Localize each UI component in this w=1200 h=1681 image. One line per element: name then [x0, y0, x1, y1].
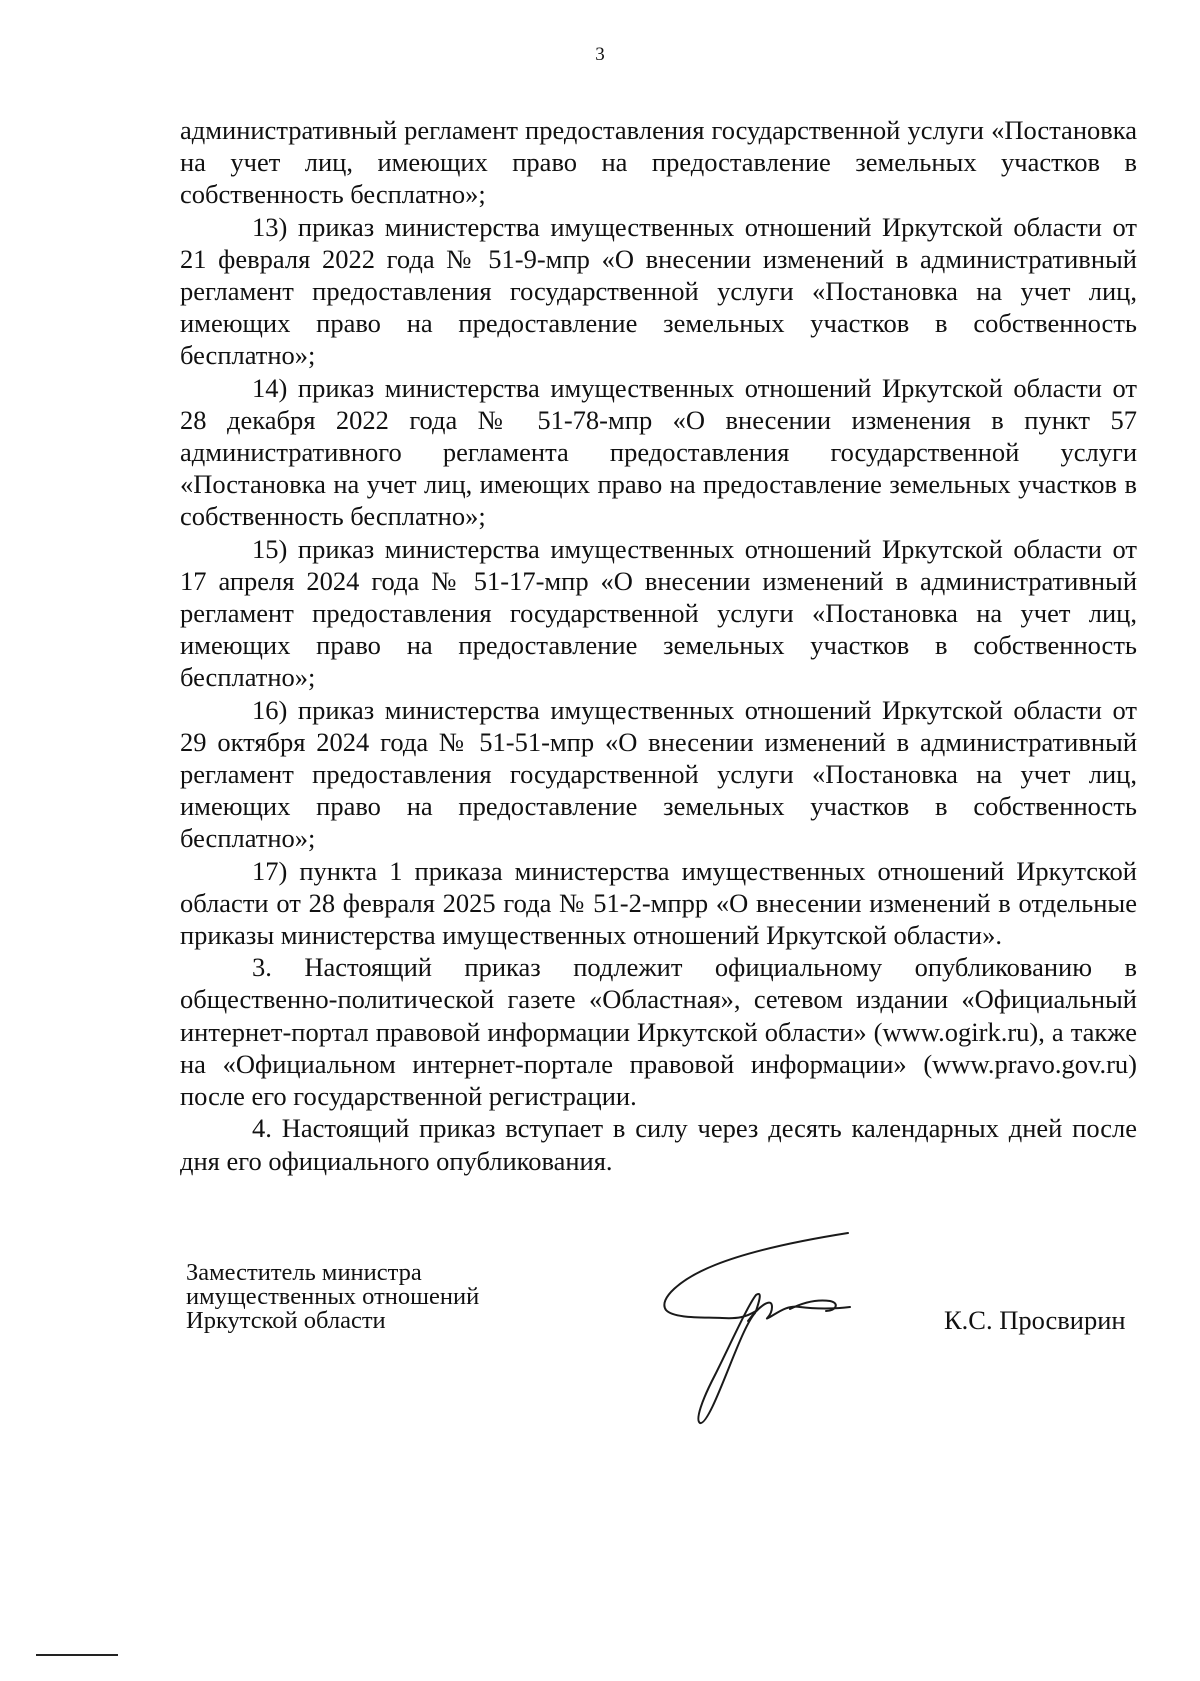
signatory-position [186, 1261, 479, 1333]
signature-stroke [664, 1233, 848, 1318]
list-item-13: 13) приказ министерства имущественных отношений Иркутской области от 21 февраля 2022 года № 51-9-мпр «О внесении изменений в административный регламент предоставления государственной услуги «Постановка на учет лиц, имеющих право на предоставление земельных участков в собственность бесплатно»; [180, 211, 1137, 371]
position-line: имущественных отношений [186, 1283, 480, 1310]
list-item-16: 16) приказ министерства имущественных отношений Иркутской области от 29 октября 2024 года № 51-51-мпр «О внесении изменений в административный регламент предоставления государственной услуги «Постановка на учет лиц, имеющих право на предоставление земельных участков в собственность бесплатно»; [180, 694, 1137, 854]
position-line: Иркутской области [186, 1307, 386, 1334]
page-number: 3 [595, 44, 605, 65]
paragraph-continuation: административный регламент предоставления государственной услуги «Постановка на учет лиц, имеющих право на предоставление земельных участков в собственность бесплатно»; [180, 115, 1137, 210]
list-item-14: 14) приказ министерства имущественных отношений Иркутской области от 28 декабря 2022 года № 51-78-мпр «О внесении изменения в пункт 57 административного регламента предоставления государственной услуги «Постановка на учет лиц, имеющих право на предоставление земельных участков в собственность бесплатно»; [180, 372, 1137, 532]
document-body [180, 114, 1137, 1177]
signer-name: К.С. Просвирин [944, 1305, 1126, 1335]
list-item-17: 17) пункта 1 приказа министерства имущественных отношений Иркутской области от 28 февраля 2025 года № 51-2-мпрр «О внесении изменений в отдельные приказы министерства имущественных отношений Иркутской области». [180, 855, 1137, 951]
position-line: Заместитель министра [186, 1259, 422, 1286]
footer-divider [36, 1654, 118, 1656]
clause-4-effective-date: 4. Настоящий приказ вступает в силу через десять календарных дней после дня его официального опубликования. [180, 1113, 1137, 1176]
list-item-15: 15) приказ министерства имущественных отношений Иркутской области от 17 апреля 2024 года № 51-17-мпр «О внесении изменений в административный регламент предоставления государственной услуги «Постановка на учет лиц, имеющих право на предоставление земельных участков в собственность бесплатно»; [180, 533, 1137, 693]
handwritten-signature [660, 1225, 920, 1435]
clause-3-publication: 3. Настоящий приказ подлежит официальному опубликованию в общественно-политической газете «Областная», сетевом издании «Официальный интернет-портал правовой информации Иркутской области» (www.ogirk.ru), а также на «Официальном интернет-портале правовой информации» (www.pravo.gov.ru) после его государственной регистрации. [180, 952, 1137, 1112]
